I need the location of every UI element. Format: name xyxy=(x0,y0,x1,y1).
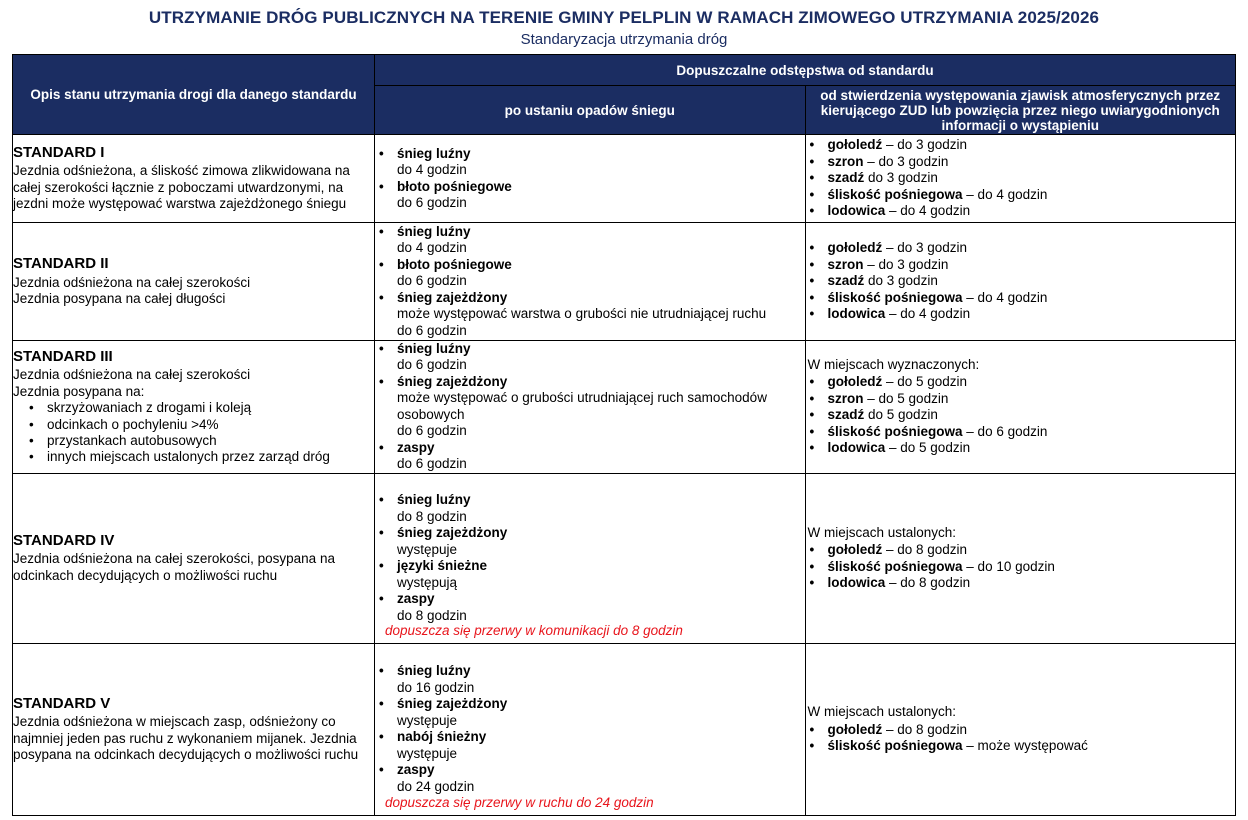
weather-phenomenon-limit: – do 3 godzin xyxy=(863,256,949,272)
table-body xyxy=(13,135,1236,816)
weather-intro-line: W miejscach wyznaczonych: xyxy=(807,356,980,372)
weather-phenomenon-limit: do 3 godzin xyxy=(864,170,938,186)
snow-condition-detail: występuje xyxy=(397,541,458,557)
snow-condition-term: • błoto pośniegowe xyxy=(397,256,512,272)
weather-phenomenon-limit: – do 5 godzin xyxy=(863,390,949,406)
weather-phenomenon-term: śliskość pośniegowa xyxy=(827,737,963,753)
standard-description-bullet: • odcinkach o pochyleniu >4% xyxy=(13,417,374,433)
snow-condition-term: • śnieg zajeżdżony xyxy=(397,373,508,389)
standard-description-cell xyxy=(13,223,375,341)
snow-condition-item xyxy=(375,341,805,374)
snow-condition-term: • śnieg luźny xyxy=(397,492,471,508)
weather-phenomenon-term: szron xyxy=(827,390,864,406)
snow-condition-term: • zaspy xyxy=(397,762,435,778)
snow-condition-term: • języki śnieżne xyxy=(397,558,488,574)
snow-condition-item xyxy=(375,696,805,729)
snow-condition-item xyxy=(375,591,805,624)
weather-phenomenon-limit: – do 4 godzin xyxy=(962,289,1048,305)
weather-phenomenon-term: śliskość pośniegowa xyxy=(827,186,963,202)
weather-phenomenon-item xyxy=(806,374,1236,390)
weather-phenomenon-item xyxy=(806,440,1236,456)
standard-description-bullet: • innych miejscach ustalonych przez zarząd dróg xyxy=(13,449,374,465)
snow-condition-item xyxy=(375,224,805,257)
weather-phenomenon-item xyxy=(806,187,1236,203)
weather-phenomenon-term: śliskość pośniegowa xyxy=(827,423,963,439)
snow-condition-item xyxy=(375,729,805,762)
standard-description-cell xyxy=(13,643,375,815)
snow-condition-item xyxy=(375,146,805,179)
snow-condition-detail: do 6 godzin xyxy=(397,357,467,373)
standard-description-bullet: • przystankach autobusowych xyxy=(13,433,374,449)
standards-table xyxy=(12,54,1236,816)
weather-phenomena-cell xyxy=(805,473,1236,643)
weather-phenomenon-limit: – do 5 godzin xyxy=(885,440,971,456)
weather-phenomenon-limit: – do 4 godzin xyxy=(962,186,1048,202)
snow-condition-term: • zaspy xyxy=(397,439,435,455)
snow-condition-term: • śnieg luźny xyxy=(397,341,471,356)
traffic-break-note: dopuszcza się przerwy w ruchu do 24 godzin xyxy=(385,795,654,811)
weather-phenomenon-limit: – do 4 godzin xyxy=(885,203,971,219)
standard-name: STANDARD I xyxy=(13,144,105,162)
weather-intro-line: W miejscach ustalonych: xyxy=(807,704,957,720)
snow-condition-item xyxy=(375,492,805,525)
weather-phenomenon-term: szadź xyxy=(827,407,865,423)
weather-phenomena-cell xyxy=(805,223,1236,341)
snow-condition-term: • śnieg luźny xyxy=(397,663,471,679)
snow-condition-term: • śnieg zajeżdżony xyxy=(397,696,508,712)
standard-description-bullet: • skrzyżowaniach z drogami i koleją xyxy=(13,400,374,416)
weather-phenomenon-limit: – do 3 godzin xyxy=(863,153,949,169)
weather-phenomenon-term: lodowica xyxy=(827,306,886,322)
weather-intro-line: W miejscach ustalonych: xyxy=(807,524,957,540)
weather-phenomenon-limit: – do 8 godzin xyxy=(882,542,968,558)
weather-phenomenon-item xyxy=(806,391,1236,407)
snow-condition-item xyxy=(375,374,805,440)
standard-name: STANDARD III xyxy=(13,347,113,365)
weather-phenomenon-item xyxy=(806,559,1236,575)
after-snowfall-cell xyxy=(375,135,806,223)
weather-phenomenon-item xyxy=(806,738,1236,754)
snow-condition-item xyxy=(375,762,805,795)
standard-row-4 xyxy=(13,473,1236,643)
weather-phenomenon-item xyxy=(806,154,1236,170)
standard-name: STANDARD II xyxy=(13,255,109,273)
standard-description-line: Jezdnia odśnieżona w miejscach zasp, odśnieżony co najmniej jeden pas ruchu z wykonaniem mijanek. Jezdnia posypana na odcinkach decydujących o możliwości ruchu xyxy=(13,714,359,763)
snow-condition-detail: do 16 godzin xyxy=(397,679,475,695)
weather-phenomenon-item xyxy=(806,424,1236,440)
snow-condition-item xyxy=(375,525,805,558)
snow-condition-detail: do 6 godzin xyxy=(397,273,467,289)
snow-condition-detail: do 6 godzin xyxy=(397,456,467,472)
snow-condition-detail: do 4 godzin xyxy=(397,240,467,256)
weather-phenomenon-limit: – do 4 godzin xyxy=(885,306,971,322)
snow-condition-item xyxy=(375,179,805,212)
weather-phenomenon-limit: – może występować xyxy=(962,737,1088,753)
weather-phenomena-cell xyxy=(805,341,1236,474)
snow-condition-item xyxy=(375,558,805,591)
weather-phenomenon-item xyxy=(806,575,1236,591)
weather-phenomenon-item xyxy=(806,306,1236,322)
weather-phenomenon-term: szadź xyxy=(827,170,865,186)
snow-condition-detail: do 8 godzin xyxy=(397,508,467,524)
header-deviations-group: Dopuszczalne odstępstwa od standardu xyxy=(375,55,1236,86)
weather-phenomenon-limit: – do 10 godzin xyxy=(962,558,1055,574)
weather-phenomenon-term: lodowica xyxy=(827,203,886,219)
header-description-column: Opis stanu utrzymania drogi dla danego standardu xyxy=(13,55,375,135)
weather-phenomenon-item xyxy=(806,240,1236,256)
weather-phenomena-cell xyxy=(805,643,1236,815)
snow-condition-detail: do 6 godzin xyxy=(397,423,467,439)
standard-description-line: Jezdnia posypana na całej długości xyxy=(13,291,226,307)
snow-condition-detail: do 6 godzin xyxy=(397,322,467,338)
standard-name: STANDARD V xyxy=(13,694,111,712)
table-header xyxy=(13,55,1236,135)
weather-phenomenon-term: gołoledź xyxy=(827,374,883,390)
weather-phenomenon-term: lodowica xyxy=(827,575,886,591)
page-title: UTRZYMANIE DRÓG PUBLICZNYCH NA TERENIE GMINY PELPLIN W RAMACH ZIMOWEGO UTRZYMANIA 2025/2026 xyxy=(148,8,1100,27)
standard-row-5 xyxy=(13,643,1236,815)
weather-phenomenon-item xyxy=(806,542,1236,558)
weather-phenomenon-item xyxy=(806,137,1236,153)
weather-phenomenon-limit: – do 8 godzin xyxy=(882,721,968,737)
snow-condition-item xyxy=(375,663,805,696)
snow-condition-term: • nabój śnieżny xyxy=(397,729,487,745)
weather-phenomenon-term: gołoledź xyxy=(827,542,883,558)
weather-phenomenon-term: śliskość pośniegowa xyxy=(827,558,963,574)
snow-condition-term: • błoto pośniegowe xyxy=(397,178,512,194)
snow-condition-term: • śnieg luźny xyxy=(397,145,471,161)
snow-condition-term: • śnieg luźny xyxy=(397,223,471,239)
weather-phenomenon-item xyxy=(806,273,1236,289)
snow-condition-item xyxy=(375,290,805,339)
standard-description-cell xyxy=(13,341,375,474)
snow-condition-detail: do 8 godzin xyxy=(397,607,467,623)
snow-condition-detail: może występować warstwa o grubości nie utrudniającej ruchu xyxy=(397,306,767,322)
standard-row-3 xyxy=(13,341,1236,474)
weather-phenomenon-item xyxy=(806,203,1236,219)
weather-phenomenon-limit: – do 5 godzin xyxy=(882,374,968,390)
weather-phenomenon-item xyxy=(806,257,1236,273)
weather-phenomenon-term: gołoledź xyxy=(827,721,883,737)
weather-phenomenon-term: szadź xyxy=(827,273,865,289)
weather-phenomenon-limit: do 5 godzin xyxy=(864,407,938,423)
weather-phenomenon-item xyxy=(806,290,1236,306)
snow-condition-item xyxy=(375,257,805,290)
standard-description-line: Jezdnia odśnieżona, a śliskość zimowa zlikwidowana na całej szerokości łącznie z poboczami utwardzonymi, na jezdni może występować warstwa zajeżdżonego śniegu xyxy=(13,163,350,212)
header-weather-phenomena-column: od stwierdzenia występowania zjawisk atmosferycznych przez kierującego ZUD lub powzięcia przez niego uwiarygodnionych informacji o wystąpieniu xyxy=(805,86,1236,135)
snow-condition-term: • zaspy xyxy=(397,591,435,607)
snow-condition-detail: do 4 godzin xyxy=(397,162,467,178)
standard-description-line: Jezdnia odśnieżona na całej szerokości, posypana na odcinkach decydujących o możliwości ruchu xyxy=(13,551,335,583)
weather-phenomenon-limit: do 3 godzin xyxy=(864,273,938,289)
weather-phenomenon-term: gołoledź xyxy=(827,240,883,256)
after-snowfall-cell xyxy=(375,223,806,341)
weather-phenomenon-term: szron xyxy=(827,153,864,169)
standard-description-line: Jezdnia odśnieżona na całej szerokości xyxy=(13,274,251,290)
standard-row-2 xyxy=(13,223,1236,341)
weather-phenomenon-item xyxy=(806,722,1236,738)
snow-condition-detail: może występować o grubości utrudniającej ruch samochodów osobowych xyxy=(397,390,767,422)
standard-description-line: Jezdnia odśnieżona na całej szerokości xyxy=(13,367,251,383)
page-subtitle: Standaryzacja utrzymania dróg xyxy=(520,31,728,48)
weather-phenomenon-limit: – do 3 godzin xyxy=(882,137,968,153)
standard-row-1 xyxy=(13,135,1236,223)
weather-phenomenon-term: lodowica xyxy=(827,440,886,456)
snow-condition-term: • śnieg zajeżdżony xyxy=(397,289,508,305)
snow-condition-term: • śnieg zajeżdżony xyxy=(397,525,508,541)
weather-phenomenon-limit: – do 8 godzin xyxy=(885,575,971,591)
standard-description-line: Jezdnia posypana na: xyxy=(13,383,145,399)
weather-phenomenon-term: gołoledź xyxy=(827,137,883,153)
snow-condition-detail: występują xyxy=(397,574,458,590)
header-after-snowfall-column: po ustaniu opadów śniegu xyxy=(375,86,806,135)
weather-phenomena-cell xyxy=(805,135,1236,223)
snow-condition-item xyxy=(375,440,805,473)
standard-description-cell xyxy=(13,473,375,643)
after-snowfall-cell xyxy=(375,643,806,815)
weather-phenomenon-term: szron xyxy=(827,256,864,272)
after-snowfall-cell xyxy=(375,341,806,474)
snow-condition-detail: występuje xyxy=(397,745,458,761)
standard-name: STANDARD IV xyxy=(13,532,115,550)
weather-phenomenon-term: śliskość pośniegowa xyxy=(827,289,963,305)
traffic-break-note: dopuszcza się przerwy w komunikacji do 8 godzin xyxy=(385,623,683,639)
weather-phenomenon-item xyxy=(806,407,1236,423)
snow-condition-detail: występuje xyxy=(397,712,458,728)
weather-phenomenon-limit: – do 6 godzin xyxy=(962,423,1048,439)
weather-phenomenon-limit: – do 3 godzin xyxy=(882,240,968,256)
after-snowfall-cell xyxy=(375,473,806,643)
snow-condition-detail: do 6 godzin xyxy=(397,194,467,210)
weather-phenomenon-item xyxy=(806,170,1236,186)
snow-condition-detail: do 24 godzin xyxy=(397,778,475,794)
standard-description-cell xyxy=(13,135,375,223)
